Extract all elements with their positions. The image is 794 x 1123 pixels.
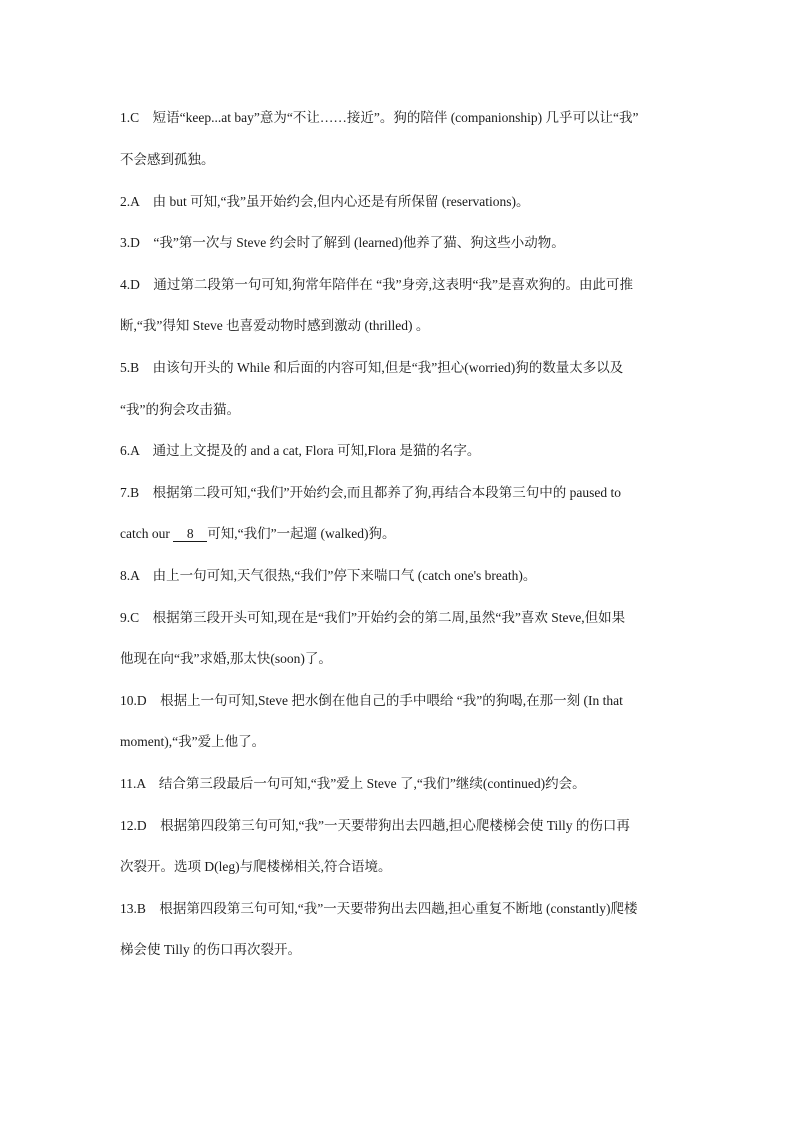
answer-5-line-2: “我”的狗会攻击猫。 bbox=[120, 402, 240, 417]
answer-10-line-1: 10.D 根据上一句可知,Steve 把水倒在他自己的手中喂给 “我”的狗喝,在那一刻 (In that bbox=[120, 693, 623, 708]
answer-7-line-2 bbox=[120, 525, 680, 543]
blank-number: 8 bbox=[173, 527, 207, 542]
answer-7-line-2-after: 可知,“我们”一起遛 (walked)狗。 bbox=[207, 526, 396, 541]
answer-13-line-2: 梯会使 Tilly 的伤口再次裂开。 bbox=[120, 942, 302, 957]
answer-9-line-2: 他现在向“我”求婚,那太快(soon)了。 bbox=[120, 651, 332, 666]
answer-1-line-2: 不会感到孤独。 bbox=[120, 152, 215, 167]
answer-10-line-2: moment),“我”爱上他了。 bbox=[120, 734, 266, 749]
answer-4-line-1: 4.D 通过第二段第一句可知,狗常年陪伴在 “我”身旁,这表明“我”是喜欢狗的。由此可推 bbox=[120, 277, 633, 292]
answer-3: 3.D “我”第一次与 Steve 约会时了解到 (learned)他养了猫、狗这些小动物。 bbox=[120, 235, 565, 250]
answer-1-line-1: 1.C 短语“keep...at bay”意为“不让……接近”。狗的陪伴 (companionship) 几乎可以让“我” bbox=[120, 110, 639, 125]
answer-6: 6.A 通过上文提及的 and a cat, Flora 可知,Flora 是猫的名字。 bbox=[120, 443, 481, 458]
answer-12-line-1: 12.D 根据第四段第三句可知,“我”一天要带狗出去四趟,担心爬楼梯会使 Tilly 的伤口再 bbox=[120, 818, 630, 833]
answer-12-line-2: 次裂开。选项 D(leg)与爬楼梯相关,符合语境。 bbox=[120, 859, 392, 874]
answer-7-line-1: 7.B 根据第二段可知,“我们”开始约会,而且都养了狗,再结合本段第三句中的 paused to bbox=[120, 485, 621, 500]
answer-13-line-1: 13.B 根据第四段第三句可知,“我”一天要带狗出去四趟,担心重复不断地 (constantly)爬楼 bbox=[120, 901, 638, 916]
answer-11: 11.A 结合第三段最后一句可知,“我”爱上 Steve 了,“我们”继续(continued)约会。 bbox=[120, 776, 586, 791]
answer-7-line-2-before: catch our bbox=[120, 526, 174, 541]
answer-9-line-1: 9.C 根据第三段开头可知,现在是“我们”开始约会的第二周,虽然“我”喜欢 Steve,但如果 bbox=[120, 610, 626, 625]
answer-4-line-2: 断,“我”得知 Steve 也喜爱动物时感到激动 (thrilled) 。 bbox=[120, 318, 430, 333]
answer-2: 2.A 由 but 可知,“我”虽开始约会,但内心还是有所保留 (reservations)。 bbox=[120, 194, 530, 209]
answer-8: 8.A 由上一句可知,天气很热,“我们”停下来喘口气 (catch one's breath)。 bbox=[120, 568, 537, 583]
answer-5-line-1: 5.B 由该句开头的 While 和后面的内容可知,但是“我”担心(worried)狗的数量太多以及 bbox=[120, 360, 624, 375]
